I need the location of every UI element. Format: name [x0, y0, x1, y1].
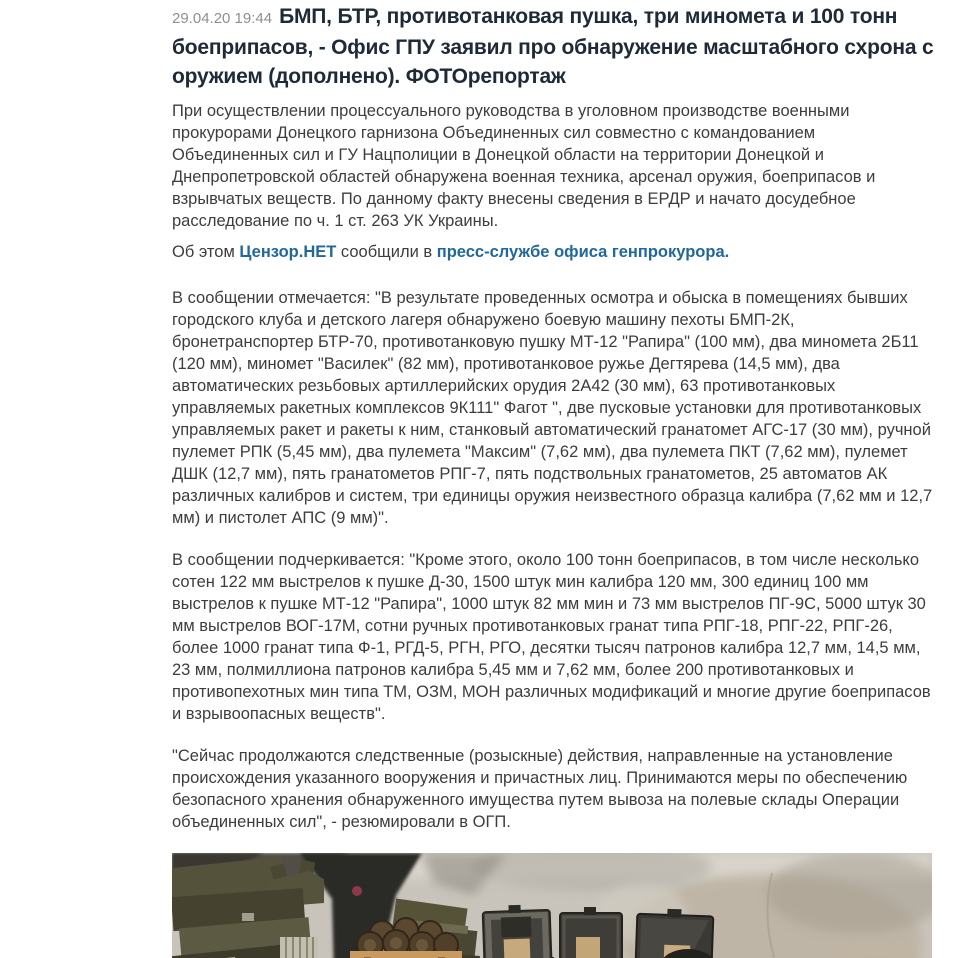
censor-net-link[interactable]: Цензор.НЕТ — [239, 243, 337, 261]
paragraph-status: "Сейчас продолжаются следственные (розыскные) действия, направленные на установление происхождения указанного вооружения и причастных лиц. Принимаются меры по обеспечению безопасного хранения обнаруженного имущества путем вывоза на полевые склады Операции объединенных сил", - резюмировали в ОГП. — [172, 747, 908, 831]
article-title-text: БМП, БТР, противотанковая пушка, три миномета и 100 тонн боеприпасов, - Офис ГПУ заявил про обнаружение масштабного схрона с оружием (дополнено). ФОТОрепортаж — [172, 5, 934, 88]
article-photo[interactable] — [172, 853, 932, 958]
weapons-cache-photo-illustration — [172, 853, 932, 958]
prosecutor-office-link[interactable]: пресс-службе офиса генпрокурора. — [436, 243, 730, 261]
paragraph-weapons: В сообщении отмечается: "В результате проведенных осмотра и обыска в помещениях бывших городского клуба и детского лагеря обнаружено боевую машину пехоты БМП-2К, бронетранспортер БТР-70, противотанковую пушку МТ-12 "Рапира" (100 мм), два миномета 2Б11 (120 мм), миномет "Василек" (82 мм), противотанковое ружье Дегтярева (14,5 мм), два автоматических резьбовых артиллерийских орудия 2А42 (30 мм), 63 противотанковых управляемых ракетных комплексов 9К111" Фагот ", две пусковые установки для противотанковых управляемых ракет и ракеты к ним, станковый автоматический гранатомет АГС-17 (30 мм), ручной пулемет РПК (5,45 мм), два пулемета "Максим" (7,62 мм), два пулемета ПКТ (7,62 мм), пулемет ДШК (12,7 мм), пять гранатометов РПГ-7, пять подствольных гранатометов, 25 автоматов АК различных калибров и систем, три единицы оружия неизвестного образца калибра (7,62 мм и 12,7 мм) и пистолет АПС (9 мм)". — [172, 289, 933, 527]
article — [172, 0, 934, 958]
paragraph-intro: При осуществлении процессуального руководства в уголовном производстве военными прокурорами Донецкого гарнизона Объединенных сил совместно с командованием Объединенных сил и ГУ Нацполиции в Донецкой области на территории Донецкой и Днепропетровской областей обнаружена военная техника, арсенал оружия, боеприпасов и взрывчатых веществ. По данному факту внесены сведения в ЕРДР и начато досудебное расследование по ч. 1 ст. 263 УК Украины. — [172, 102, 876, 230]
source-middle: сообщили в — [336, 243, 437, 261]
paragraph-ammunition: В сообщении подчеркивается: "Кроме этого, около 100 тонн боеприпасов, в том числе несколько сотен 122 мм выстрелов к пушке Д-30, 1500 штук мин калибра 120 мм, 300 единиц 100 мм выстрелов к пушке МТ-12 "Рапира", 1000 штук 82 мм мин и 73 мм выстрелов ПГ-9С, 5000 штук 30 мм выстрелов ВОГ-17М, сотни ручных противотанковых гранат типа РПГ-18, РПГ-22, РПГ-26, более 1000 гранат типа Ф-1, РГД-5, РГН, РГО, десятки тысяч патронов калибра 12,7 мм, 14,5 мм, 23 мм, полмиллиона патронов калибра 5,45 мм и 7,62 мм, более 200 противотанковых и противопехотных мин типа ТМ, ОЗМ, МОН различных модификаций и многие другие боеприпасов и взрывоопасных веществ". — [172, 551, 931, 723]
article-headline — [172, 2, 934, 91]
article-timestamp: 29.04.20 19:44 — [172, 10, 273, 27]
source-prefix: Об этом — [172, 243, 240, 261]
source-line — [172, 241, 934, 263]
